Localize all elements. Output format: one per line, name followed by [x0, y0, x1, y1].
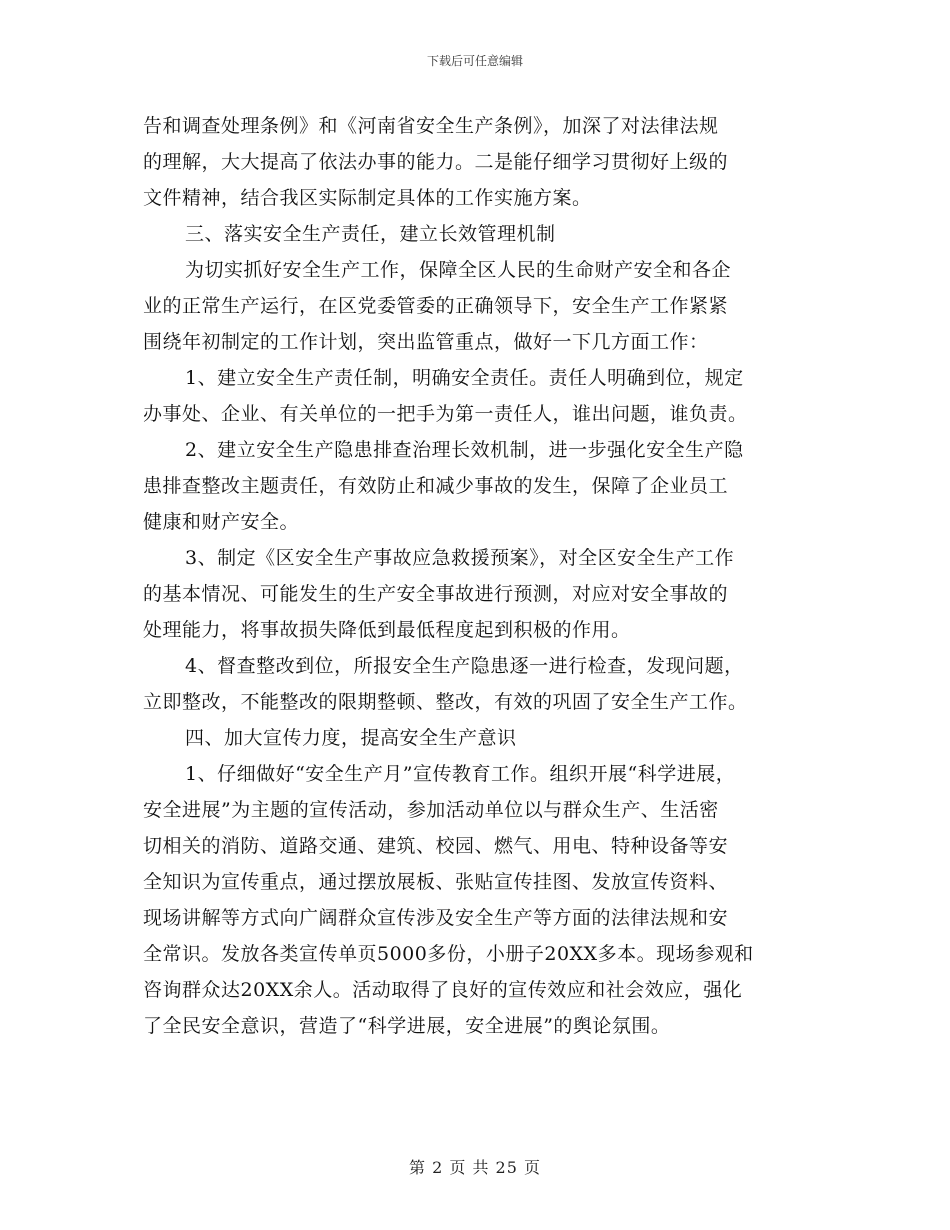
text-line: 4、督查整改到位，所报安全生产隐患逐一进行检查，发现问题，: [185, 655, 744, 677]
text-line: 1、建立安全生产责任制，明确安全责任。责任人明确到位，规定: [185, 367, 744, 389]
text-line: 健康和财产安全。: [143, 511, 300, 533]
text-line: 文件精神，结合我区实际制定具体的工作实施方案。: [143, 187, 592, 209]
text-line: 1、仔细做好“安全生产月”宣传教育工作。组织开展“科学进展，: [185, 763, 736, 785]
text-line: 围绕年初制定的工作计划，突出监管重点，做好一下几方面工作：: [143, 331, 709, 353]
text-line: 患排查整改主题责任，有效防止和减少事故的发生，保障了企业员工: [143, 475, 729, 497]
text-line: 切相关的消防、道路交通、建筑、校园、燃气、用电、特种设备等安: [143, 835, 729, 857]
text-line: 了全民安全意识，营造了“科学进展，安全进展”的舆论氛围。: [143, 1015, 671, 1037]
text-line: 处理能力，将事故损失降低到最低程度起到积极的作用。: [143, 619, 631, 641]
text-line: 咨询群众达20XX余人。活动取得了良好的宣传效应和社会效应，强化: [143, 979, 743, 1001]
page-header: 下载后可任意编辑: [426, 54, 523, 68]
text-line: 全常识。发放各类宣传单页5000多份，小册子20XX多本。现场参观和: [143, 943, 754, 965]
page-footer: 第 2 页 共 25 页: [409, 1158, 541, 1177]
text-line: 为切实抓好安全生产工作，保障全区人民的生命财产安全和各企: [185, 259, 732, 281]
document-body: [143, 108, 823, 1044]
text-line: 立即整改，不能整改的限期整顿、整改，有效的巩固了安全生产工作。: [143, 691, 748, 713]
text-line: 告和调查处理条例》和《河南省安全生产条例》，加深了对法律法规: [143, 115, 719, 137]
text-line: 现场讲解等方式向广阔群众宣传涉及安全生产等方面的法律法规和安: [143, 907, 729, 929]
text-line: 安全进展”为主题的宣传活动，参加活动单位以与群众生产、生活密: [143, 799, 719, 821]
text-line: 业的正常生产运行，在区党委管委的正确领导下，安全生产工作紧紧: [143, 295, 729, 317]
text-line: 三、落实安全生产责任，建立长效管理机制: [185, 223, 556, 245]
text-line: 全知识为宣传重点，通过摆放展板、张贴宣传挂图、发放宣传资料、: [143, 871, 729, 893]
text-line: 办事处、企业、有关单位的一把手为第一责任人，谁出问题，谁负责。: [143, 403, 748, 425]
text-line: 的理解，大大提高了依法办事的能力。二是能仔细学习贯彻好上级的: [143, 151, 729, 173]
text-line: 四、加大宣传力度，提高安全生产意识: [185, 727, 517, 749]
text-line: 的基本情况、可能发生的生产安全事故进行预测，对应对安全事故的: [143, 583, 729, 605]
text-line: 3、制定《区安全生产事故应急救援预案》，对全区安全生产工作: [185, 547, 735, 569]
text-line: 2、建立安全生产隐患排查治理长效机制，进一步强化安全生产隐: [185, 439, 744, 461]
